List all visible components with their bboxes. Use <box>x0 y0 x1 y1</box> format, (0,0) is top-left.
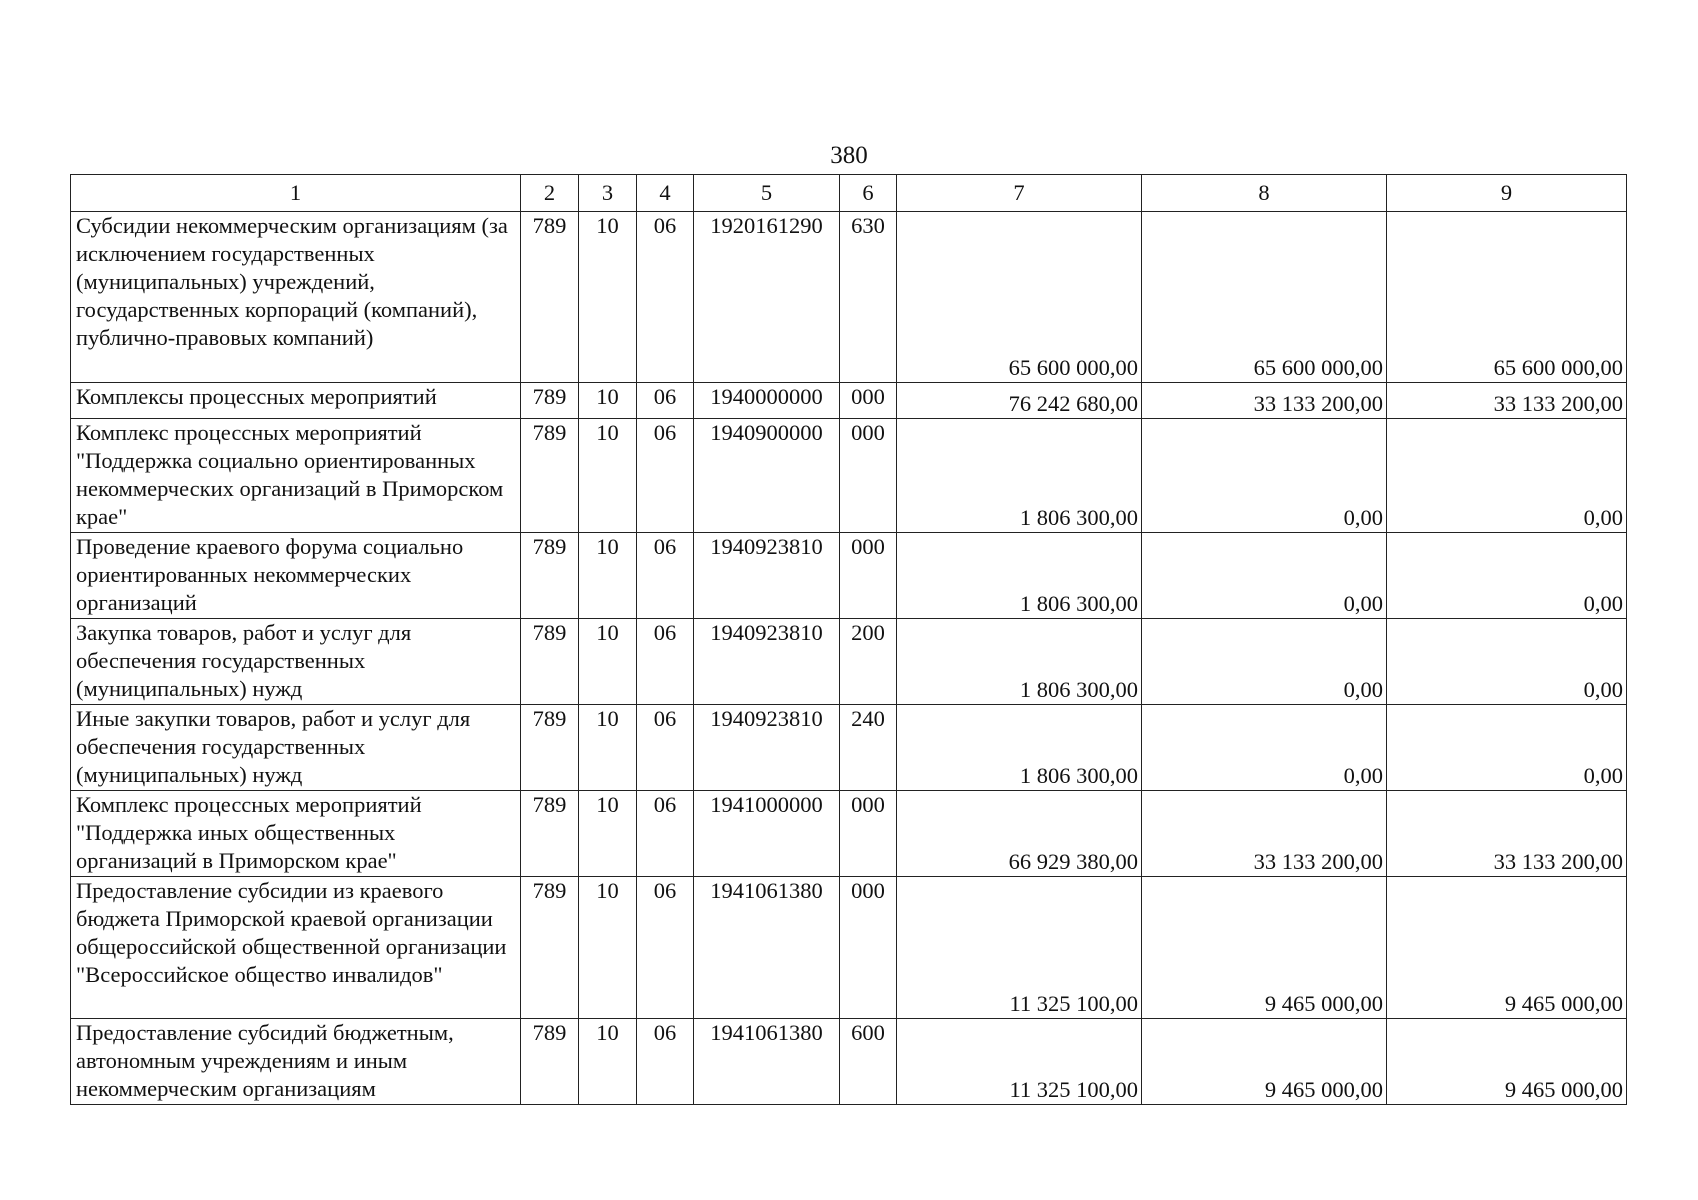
page-number: 380 <box>830 142 868 169</box>
amount-col-9: 0,00 <box>1387 619 1627 705</box>
subsection-code: 06 <box>637 1019 694 1105</box>
ministry-code: 789 <box>521 1019 579 1105</box>
amount-col-7: 1 806 300,00 <box>897 619 1142 705</box>
target-article-code: 1940923810 <box>694 619 840 705</box>
target-article-code: 1920161290 <box>694 212 840 383</box>
amount-col-9: 9 465 000,00 <box>1387 877 1627 1019</box>
column-number-row <box>71 175 1627 212</box>
expense-type-code: 000 <box>840 791 897 877</box>
subsection-code: 06 <box>637 533 694 619</box>
ministry-code: 789 <box>521 791 579 877</box>
column-header-2: 2 <box>521 175 579 212</box>
expense-type-code: 600 <box>840 1019 897 1105</box>
row-name: Иные закупки товаров, работ и услуг для обеспечения государственных (муниципальных) нужд <box>71 705 521 791</box>
section-code: 10 <box>579 212 637 383</box>
ministry-code: 789 <box>521 212 579 383</box>
section-code: 10 <box>579 383 637 419</box>
table-row <box>71 705 1627 791</box>
subsection-code: 06 <box>637 791 694 877</box>
ministry-code: 789 <box>521 619 579 705</box>
table-row <box>71 791 1627 877</box>
target-article-code: 1940900000 <box>694 419 840 533</box>
amount-col-8: 0,00 <box>1142 705 1387 791</box>
section-code: 10 <box>579 533 637 619</box>
subsection-code: 06 <box>637 212 694 383</box>
column-header-1: 1 <box>71 175 521 212</box>
section-code: 10 <box>579 419 637 533</box>
expense-type-code: 240 <box>840 705 897 791</box>
expense-type-code: 630 <box>840 212 897 383</box>
table-row <box>71 619 1627 705</box>
target-article-code: 1941061380 <box>694 1019 840 1105</box>
column-header-9: 9 <box>1387 175 1627 212</box>
amount-col-8: 0,00 <box>1142 619 1387 705</box>
row-name: Комплекс процессных мероприятий "Поддержка социально ориентированных некоммерческих организаций в Приморском крае" <box>71 419 521 533</box>
section-code: 10 <box>579 619 637 705</box>
subsection-code: 06 <box>637 877 694 1019</box>
amount-col-8: 33 133 200,00 <box>1142 383 1387 419</box>
row-name: Комплекс процессных мероприятий "Поддержка иных общественных организаций в Приморском крае" <box>71 791 521 877</box>
amount-col-9: 65 600 000,00 <box>1387 212 1627 383</box>
amount-col-7: 65 600 000,00 <box>897 212 1142 383</box>
row-name: Предоставление субсидии из краевого бюджета Приморской краевой организации общероссийской общественной организации "Всероссийское общество инвалидов" <box>71 877 521 1019</box>
amount-col-9: 33 133 200,00 <box>1387 791 1627 877</box>
amount-col-9: 9 465 000,00 <box>1387 1019 1627 1105</box>
table-row <box>71 533 1627 619</box>
amount-col-9: 0,00 <box>1387 533 1627 619</box>
subsection-code: 06 <box>637 383 694 419</box>
amount-col-8: 0,00 <box>1142 533 1387 619</box>
expense-type-code: 200 <box>840 619 897 705</box>
target-article-code: 1940923810 <box>694 705 840 791</box>
subsection-code: 06 <box>637 619 694 705</box>
column-header-6: 6 <box>840 175 897 212</box>
amount-col-9: 0,00 <box>1387 705 1627 791</box>
amount-col-7: 11 325 100,00 <box>897 1019 1142 1105</box>
section-code: 10 <box>579 877 637 1019</box>
amount-col-7: 11 325 100,00 <box>897 877 1142 1019</box>
row-name: Закупка товаров, работ и услуг для обеспечения государственных (муниципальных) нужд <box>71 619 521 705</box>
section-code: 10 <box>579 705 637 791</box>
expense-type-code: 000 <box>840 383 897 419</box>
amount-col-7: 66 929 380,00 <box>897 791 1142 877</box>
amount-col-7: 1 806 300,00 <box>897 419 1142 533</box>
row-name: Проведение краевого форума социально ориентированных некоммерческих организаций <box>71 533 521 619</box>
amount-col-8: 65 600 000,00 <box>1142 212 1387 383</box>
amount-col-8: 9 465 000,00 <box>1142 877 1387 1019</box>
amount-col-8: 9 465 000,00 <box>1142 1019 1387 1105</box>
subsection-code: 06 <box>637 419 694 533</box>
column-header-3: 3 <box>579 175 637 212</box>
column-header-7: 7 <box>897 175 1142 212</box>
table-row <box>71 877 1627 1019</box>
table-row <box>71 383 1627 419</box>
ministry-code: 789 <box>521 419 579 533</box>
amount-col-8: 33 133 200,00 <box>1142 791 1387 877</box>
column-header-4: 4 <box>637 175 694 212</box>
table-row <box>71 212 1627 383</box>
ministry-code: 789 <box>521 533 579 619</box>
target-article-code: 1940000000 <box>694 383 840 419</box>
section-code: 10 <box>579 791 637 877</box>
column-header-5: 5 <box>694 175 840 212</box>
table-row <box>71 419 1627 533</box>
amount-col-7: 76 242 680,00 <box>897 383 1142 419</box>
target-article-code: 1940923810 <box>694 533 840 619</box>
subsection-code: 06 <box>637 705 694 791</box>
column-header-8: 8 <box>1142 175 1387 212</box>
expense-type-code: 000 <box>840 877 897 1019</box>
amount-col-9: 33 133 200,00 <box>1387 383 1627 419</box>
row-name: Субсидии некоммерческим организациям (за исключением государственных (муниципальных) учреждений, государственных корпораций (компаний), публично-правовых компаний) <box>71 212 521 383</box>
ministry-code: 789 <box>521 877 579 1019</box>
amount-col-7: 1 806 300,00 <box>897 533 1142 619</box>
row-name: Комплексы процессных мероприятий <box>71 383 521 419</box>
budget-table <box>70 174 1627 1105</box>
amount-col-8: 0,00 <box>1142 419 1387 533</box>
amount-col-9: 0,00 <box>1387 419 1627 533</box>
amount-col-7: 1 806 300,00 <box>897 705 1142 791</box>
target-article-code: 1941000000 <box>694 791 840 877</box>
table-row <box>71 1019 1627 1105</box>
ministry-code: 789 <box>521 705 579 791</box>
row-name: Предоставление субсидий бюджетным, автономным учреждениям и иным некоммерческим организациям <box>71 1019 521 1105</box>
expense-type-code: 000 <box>840 533 897 619</box>
target-article-code: 1941061380 <box>694 877 840 1019</box>
expense-type-code: 000 <box>840 419 897 533</box>
ministry-code: 789 <box>521 383 579 419</box>
section-code: 10 <box>579 1019 637 1105</box>
